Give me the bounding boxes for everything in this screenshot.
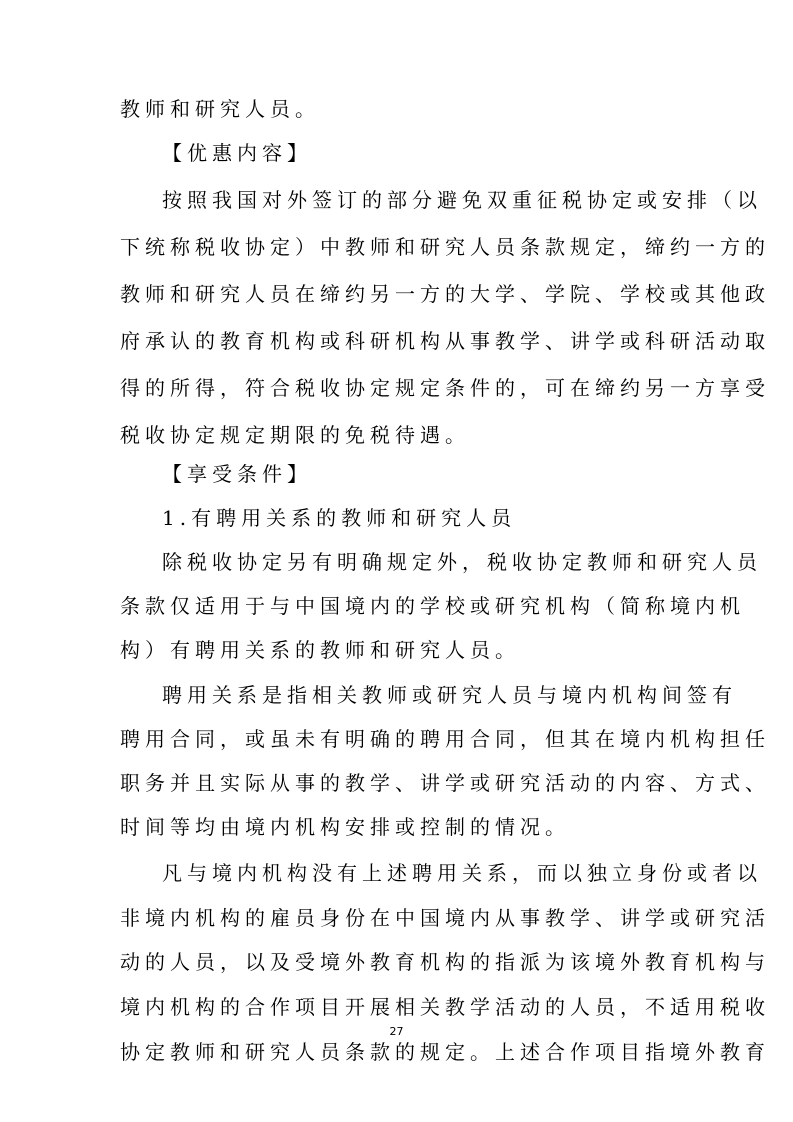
text-line: 除税收协定另有明确规定外，税收协定教师和研究人员 [162,550,762,574]
text-line: 得的所得，符合税收协定规定条件的，可在缔约另一方享受 [120,376,770,400]
text-line: 动的人员，以及受境外教育机构的指派为该境外教育机构与 [120,950,770,974]
section-heading: 【享受条件】 [162,462,312,486]
text-line: 条款仅适用于与中国境内的学校或研究机构（简称境内机 [120,594,745,618]
text-line: 聘用关系是指相关教师或研究人员与境内机构间签有 [162,683,737,707]
page-number: 27 [389,1025,404,1038]
text-line: 下统称税收协定）中教师和研究人员条款规定，缔约一方的 [120,235,770,259]
subheading: 1.有聘用关系的教师和研究人员 [162,506,517,530]
text-line: 税收协定规定期限的免税待遇。 [120,423,470,447]
text-line: 凡与境内机构没有上述聘用关系，而以独立身份或者以 [162,861,762,885]
text-line: 时间等均由境内机构安排或控制的情况。 [120,815,570,839]
text-line: 聘用合同，或虽未有明确的聘用合同，但其在境内机构担任 [120,727,770,751]
text-line: 非境内机构的雇员身份在中国境内从事教学、讲学或研究活 [120,906,770,930]
text-line: 职务并且实际从事的教学、讲学或研究活动的内容、方式、 [120,771,770,795]
section-heading: 【优惠内容】 [162,141,312,165]
text-line: 协定教师和研究人员条款的规定。上述合作项目指境外教育 [120,1040,770,1064]
text-line: 境内机构的合作项目开展相关教学活动的人员，不适用税收 [120,995,770,1019]
text-line: 教师和研究人员。 [120,97,320,121]
text-line: 按照我国对外签订的部分避免双重征税协定或安排（以 [162,188,762,212]
text-line: 构）有聘用关系的教师和研究人员。 [120,638,520,662]
text-line: 府承认的教育机构或科研机构从事教学、讲学或科研活动取 [120,329,770,353]
text-line: 教师和研究人员在缔约另一方的大学、学院、学校或其他政 [120,282,770,306]
